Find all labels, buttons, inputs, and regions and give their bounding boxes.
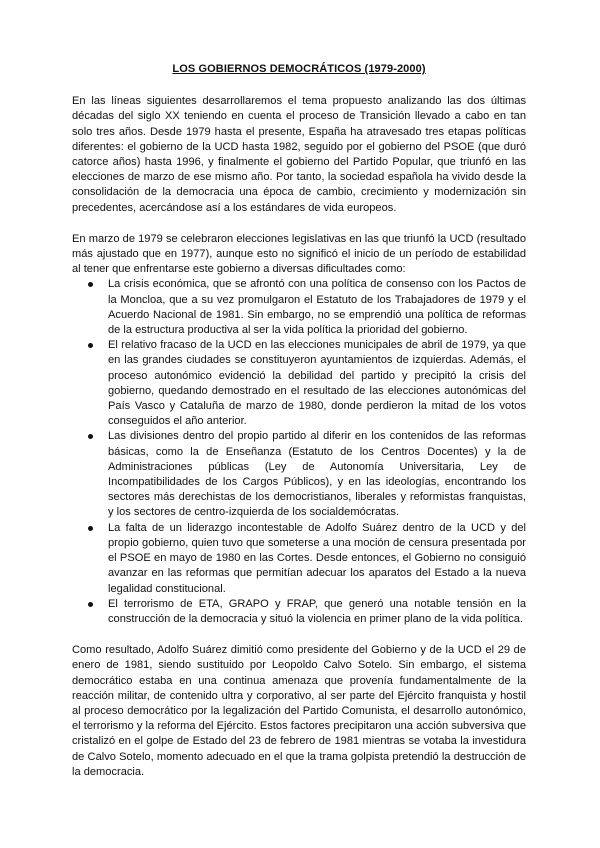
bullet-icon: [88, 434, 93, 439]
list-item-text: El terrorismo de ETA, GRAPO y FRAP, que generó una notable tensión en la construcción de la democracia y situó la violencia en primer plano de la vida política.: [108, 597, 526, 625]
document-page: [72, 62, 526, 780]
list-item: [108, 277, 526, 338]
intro-paragraph: En las líneas siguientes desarrollaremos el tema propuesto analizando las dos últimas décadas del siglo XX teniendo en cuenta el proceso de Transición llevado a cabo en tan solo tres años. Desde 1979 hasta el presente, España ha atravesado tres etapas políticas diferentes: el gobierno de la UCD hasta 1982, seguido por el gobierno del PSOE (que duró catorce años) hasta 1996, y finalmente el gobierno del Partido Popular, que triunfó en las elecciones de marzo de ese mismo año. Por tanto, la sociedad española ha vivido desde la consolidación de la democracia una época de cambio, crecimiento y modernización sin precedentes, acercándose así a los estándares de vida europeos.: [72, 95, 526, 214]
list-item-text: El relativo fracaso de la UCD en las elecciones municipales de abril de 1979, ya que en las grandes ciudades se constituyeron ayuntamientos de izquierdas. Además, el proceso autonómico evidenció la debilidad del partido y precipitó la crisis del gobierno, quedando demostrado en el resultado de las elecciones autonómicas del País Vasco y Cataluña de marzo de 1980, donde perdieron la mitad de los votos conseguidos el año anterior.: [108, 339, 526, 428]
list-item: [108, 521, 526, 597]
conclusion-paragraph: Como resultado, Adolfo Suárez dimitió como presidente del Gobierno y de la UCD el 29 de enero de 1981, siendo sustituido por Leopoldo Calvo Sotelo. Sin embargo, el sistema democrático estaba en una continua amenaza que provenía fundamentalmente de la reacción militar, de contenido ultra y corporativo, al ser parte del Ejército franquista y hostil al proceso democrático por la legalización del Partido Comunista, el desarrollo autonómico, el terrorismo y la reforma del Ejército. Estos factores precipitaron una acción subversiva que cristalizó en el golpe de Estado del 23 de febrero de 1981 mientras se votaba la investidura de Calvo Sotelo, momento adecuado en el que la trama golpista pretendió la destrucción de la democracia.: [72, 644, 526, 778]
list-item: [108, 597, 526, 627]
list-item: [108, 429, 526, 520]
list-item-text: La falta de un liderazgo incontestable de Adolfo Suárez dentro de la UCD y del propio gobierno, quien tuvo que someterse a una moción de censura presentada por el PSOE en mayo de 1980 en las Cortes. Desde entonces, el Gobierno no consiguió avanzar en las reformas que permitían adecuar los aparatos del Estado a la nueva legalidad constitucional.: [108, 521, 526, 595]
paragraph-spacer: [72, 216, 526, 232]
page-title: LOS GOBIERNOS DEMOCRÁTICOS (1979-2000): [172, 63, 426, 75]
bullet-icon: [88, 282, 93, 287]
bullet-icon: [88, 602, 93, 607]
list-item: [108, 338, 526, 429]
section-lead-paragraph: En marzo de 1979 se celebraron elecciones legislativas en las que triunfó la UCD (resultado más ajustado que en 1977), aunque esto no significó el inicio de un período de estabilidad al tener que enfrentarse este gobierno a diversas dificultades como:: [72, 232, 526, 276]
paragraph-spacer: [72, 627, 526, 643]
difficulties-list: [72, 277, 526, 627]
bullet-icon: [88, 343, 93, 348]
list-item-text: Las divisiones dentro del propio partido al diferir en los contenidos de las reformas básicas, como la de Enseñanza (Estatuto de los Centros Docentes) y la de Administraciones públicas (Ley de Autonomía Universitaria, Ley de Incompatibilidades de los Cargos Públicos), y en las ideologías, encontrando los sectores más derechistas de los democristianos, liberales y reformistas franquistas, y los sectores de centro-izquierda de los socialdemócratas.: [108, 430, 526, 519]
list-item-text: La crisis económica, que se afrontó con una política de consenso con los Pactos de la Moncloa, que a su vez promulgaron el Estatuto de los Trabajadores de 1979 y el Acuerdo Nacional de 1981. Sin embargo, no se emprendió una política de reformas de la estructura productiva al ser la vida política la prioridad del gobierno.: [108, 278, 526, 337]
bullet-icon: [88, 526, 93, 531]
